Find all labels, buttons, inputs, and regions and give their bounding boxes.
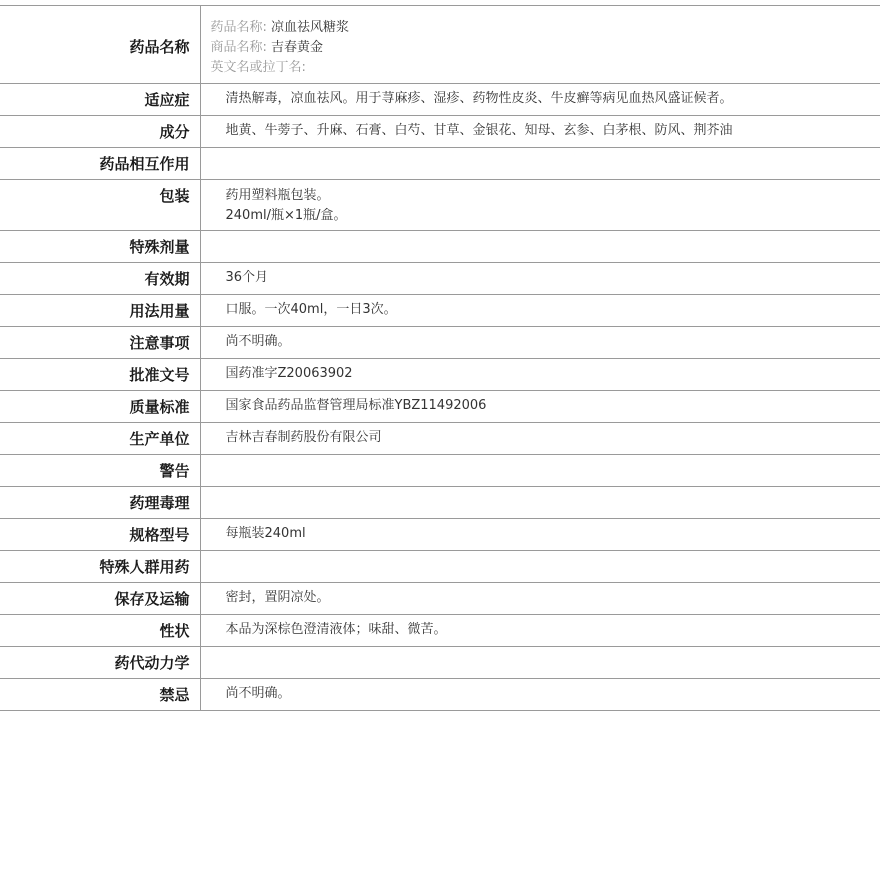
row-value: 地黄、牛蒡子、升麻、石膏、白芍、甘草、金银花、知母、玄参、白茅根、防风、荆芥油 [225,123,733,138]
row-value [200,647,880,679]
row-label: 注意事项 [0,327,200,359]
row-ingredients [0,116,880,148]
row-value: 国药准字Z20063902 [225,366,353,381]
row-label: 用法用量 [0,295,200,327]
row-label: 药品名称 [0,6,200,84]
row-value [200,551,880,583]
row-special-dosage [0,231,880,263]
row-approval [0,359,880,391]
row-packaging [0,180,880,231]
row-value: 清热解毒，凉血祛风。用于荨麻疹、湿疹、药物性皮炎、牛皮癣等病见血热风盛证候者。 [225,91,733,106]
row-value: 密封，置阴凉处。 [225,590,330,605]
row-label: 警告 [0,455,200,487]
row-label: 保存及运输 [0,583,200,615]
row-label: 批准文号 [0,359,200,391]
row-value: 每瓶装240ml [225,526,306,541]
row-label: 包装 [0,180,200,231]
row-interactions [0,148,880,180]
trade-name-line [211,38,880,58]
row-storage [0,583,880,615]
row-label: 性状 [0,615,200,647]
row-label: 禁忌 [0,679,200,711]
row-label: 质量标准 [0,391,200,423]
row-label: 成分 [0,116,200,148]
drug-info-table-wrapper [0,5,880,711]
row-label: 药理毒理 [0,487,200,519]
row-appearance [0,615,880,647]
row-value [200,455,880,487]
row-contraindications [0,679,880,711]
row-label: 有效期 [0,263,200,295]
generic-name-value: 凉血祛风糖浆 [271,20,350,35]
row-label: 特殊剂量 [0,231,200,263]
row-value: 口服。一次40ml，一日3次。 [225,302,397,317]
generic-name-key: 药品名称: [210,20,267,35]
trade-name-key: 商品名称: [210,40,267,55]
row-value: 本品为深棕色澄清液体；味甜、微苦。 [225,622,447,637]
row-label: 药代动力学 [0,647,200,679]
packaging-line-1: 药用塑料瓶包装。 [225,188,330,203]
row-value: 36个月 [225,270,269,285]
row-manufacturer [0,423,880,455]
row-value: 尚不明确。 [225,334,291,349]
drug-info-table [0,5,880,711]
row-drug-name [0,6,880,84]
row-special-groups [0,551,880,583]
row-label: 规格型号 [0,519,200,551]
row-shelf-life [0,263,880,295]
row-warning [0,455,880,487]
row-usage [0,295,880,327]
latin-name-line [211,58,880,78]
row-label: 生产单位 [0,423,200,455]
row-standard [0,391,880,423]
row-indication [0,84,880,116]
packaging-line-2: 240ml/瓶×1瓶/盒。 [225,208,347,223]
row-pharmacokinetics [0,647,880,679]
row-value: 吉林吉春制药股份有限公司 [225,430,382,445]
row-label: 适应症 [0,84,200,116]
row-value [200,180,880,231]
row-value [200,487,880,519]
row-value [200,148,880,180]
row-value [200,231,880,263]
row-value: 国家食品药品监督管理局标准YBZ11492006 [225,398,487,413]
row-value [200,6,880,84]
trade-name-value: 吉春黄金 [271,40,324,55]
row-precautions [0,327,880,359]
latin-name-key: 英文名或拉丁名: [210,60,306,75]
row-label: 特殊人群用药 [0,551,200,583]
row-value: 尚不明确。 [225,686,291,701]
row-spec [0,519,880,551]
row-label: 药品相互作用 [0,148,200,180]
generic-name-line [211,18,880,38]
row-toxicology [0,487,880,519]
